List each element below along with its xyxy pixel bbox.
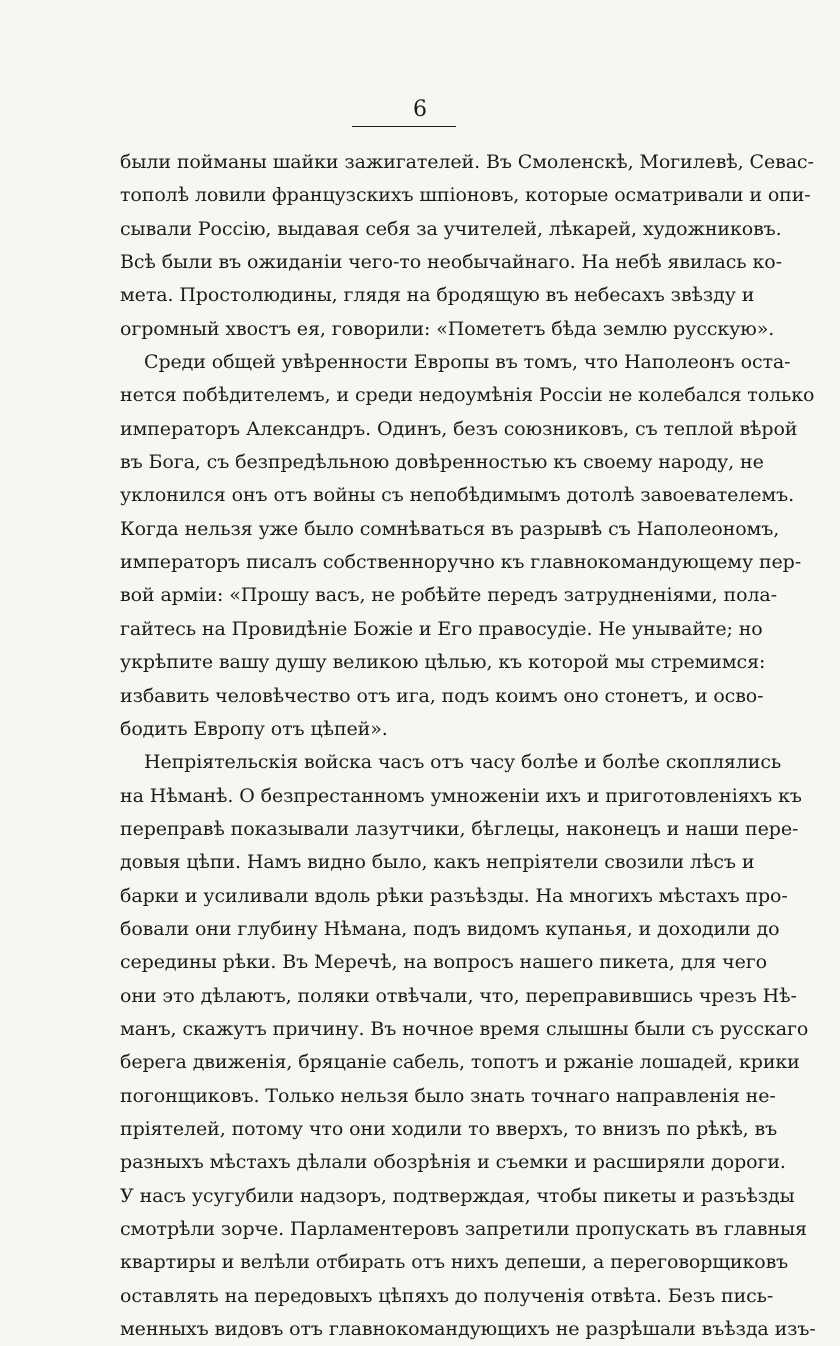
text-line: бовали они глубину Нѣмана, подъ видомъ купанья, и доходили до bbox=[120, 917, 780, 940]
text-line: У насъ усугубили надзоръ, подтверждая, чтобы пикеты и разъѣзды bbox=[120, 1184, 795, 1207]
text-line: императоръ Александръ. Одинъ, безъ союзниковъ, съ теплой вѣрой bbox=[120, 417, 798, 440]
text-line: манъ, скажутъ причину. Въ ночное время слышны были съ русскаго bbox=[120, 1017, 809, 1040]
text-line: въ Бога, съ безпредѣльною довѣренностью къ своему народу, не bbox=[120, 451, 764, 474]
text-line: сывали Россію, выдавая себя за учителей, лѣкарей, художниковъ. bbox=[120, 217, 782, 240]
text-line: Среди общей увѣренности Европы въ томъ, что Наполеонъ оста- bbox=[144, 351, 791, 374]
text-line: гайтесь на Провидѣніе Божіе и Его правосудіе. Не унывайте; но bbox=[120, 617, 763, 640]
text-line: разныхъ мѣстахъ дѣлали обозрѣнія и съемки и расширяли дороги. bbox=[120, 1151, 786, 1174]
text-line: менныхъ видовъ отъ главнокомандующихъ не разрѣшали въѣзда изъ- bbox=[120, 1318, 816, 1341]
text-line: избавить человѣчество отъ ига, подъ коимъ оно стонетъ, и осво- bbox=[120, 684, 764, 707]
text-line: барки и усиливали вдоль рѣки разъѣзды. На многихъ мѣстахъ про- bbox=[120, 884, 788, 907]
text-line: огромный хвостъ ея, говорили: «Помететъ бѣда землю русскую». bbox=[120, 317, 775, 340]
text-line: бодить Европу отъ цѣпей». bbox=[120, 717, 388, 740]
text-line: смотрѣли зорче. Парламентеровъ запретили пропускать въ главныя bbox=[120, 1218, 807, 1240]
text-line: переправѣ показывали лазутчики, бѣглецы, наконецъ и наши пере- bbox=[120, 817, 799, 840]
page-number: 6 bbox=[413, 97, 427, 122]
text-line: погонщиковъ. Только нельзя было знать точнаго направленія не- bbox=[120, 1084, 776, 1107]
text-line: берега движенія, бряцаніе сабель, топотъ и ржаніе лошадей, крики bbox=[120, 1051, 800, 1074]
text-line: Непріятельскія войска часъ отъ часу болѣе и болѣе скоплялись bbox=[144, 751, 782, 774]
text-line: мета. Простолюдины, глядя на бродящую въ небесахъ звѣзду и bbox=[120, 284, 755, 307]
header-rule bbox=[352, 126, 456, 127]
text-line: Всѣ были въ ожиданіи чего-то необычайнаго. На небѣ явилась ко- bbox=[120, 251, 782, 274]
text-line: они это дѣлаютъ, поляки отвѣчали, что, переправившись чрезъ Нѣ- bbox=[120, 984, 797, 1007]
text-line: Когда нельзя уже было сомнѣваться въ разрывѣ съ Наполеономъ, bbox=[120, 517, 780, 540]
text-line: нется побѣдителемъ, и среди недоумѣнія Россіи не колебался только bbox=[120, 384, 815, 407]
text-line: уклонился онъ отъ войны съ непобѣдимымъ дотолѣ завоевателемъ. bbox=[120, 484, 795, 507]
text-line: пріятелей, потому что они ходили то вверхъ, то внизъ по рѣкѣ, въ bbox=[120, 1117, 778, 1140]
text-line: середины рѣки. Въ Меречѣ, на вопросъ нашего пикета, для чего bbox=[120, 951, 767, 974]
text-line: императоръ писалъ собственноручно къ главнокомандующему пер- bbox=[120, 551, 802, 574]
text-line: оставлять на передовыхъ цѣпяхъ до полученія отвѣта. Безъ пись- bbox=[120, 1284, 774, 1307]
body-text bbox=[120, 146, 816, 1346]
text-line: квартиры и велѣли отбирать отъ нихъ депеши, а переговорщиковъ bbox=[120, 1251, 789, 1274]
text-line: вой арміи: «Прошу васъ, не робѣйте передъ затрудненіями, пола- bbox=[120, 584, 777, 607]
text-line: довыя цѣпи. Намъ видно было, какъ непріятели свозили лѣсъ и bbox=[120, 851, 755, 874]
text-line: были пойманы шайки зажигателей. Въ Смоленскѣ, Могилевѣ, Севас- bbox=[120, 151, 814, 173]
text-line: на Нѣманѣ. О безпрестанномъ умноженіи ихъ и приготовленіяхъ къ bbox=[120, 784, 802, 807]
text-line: укрѣпите вашу душу великою цѣлью, къ которой мы стремимся: bbox=[120, 651, 766, 674]
text-line: тополѣ ловили французскихъ шпіоновъ, которые осматривали и опи- bbox=[120, 184, 811, 207]
